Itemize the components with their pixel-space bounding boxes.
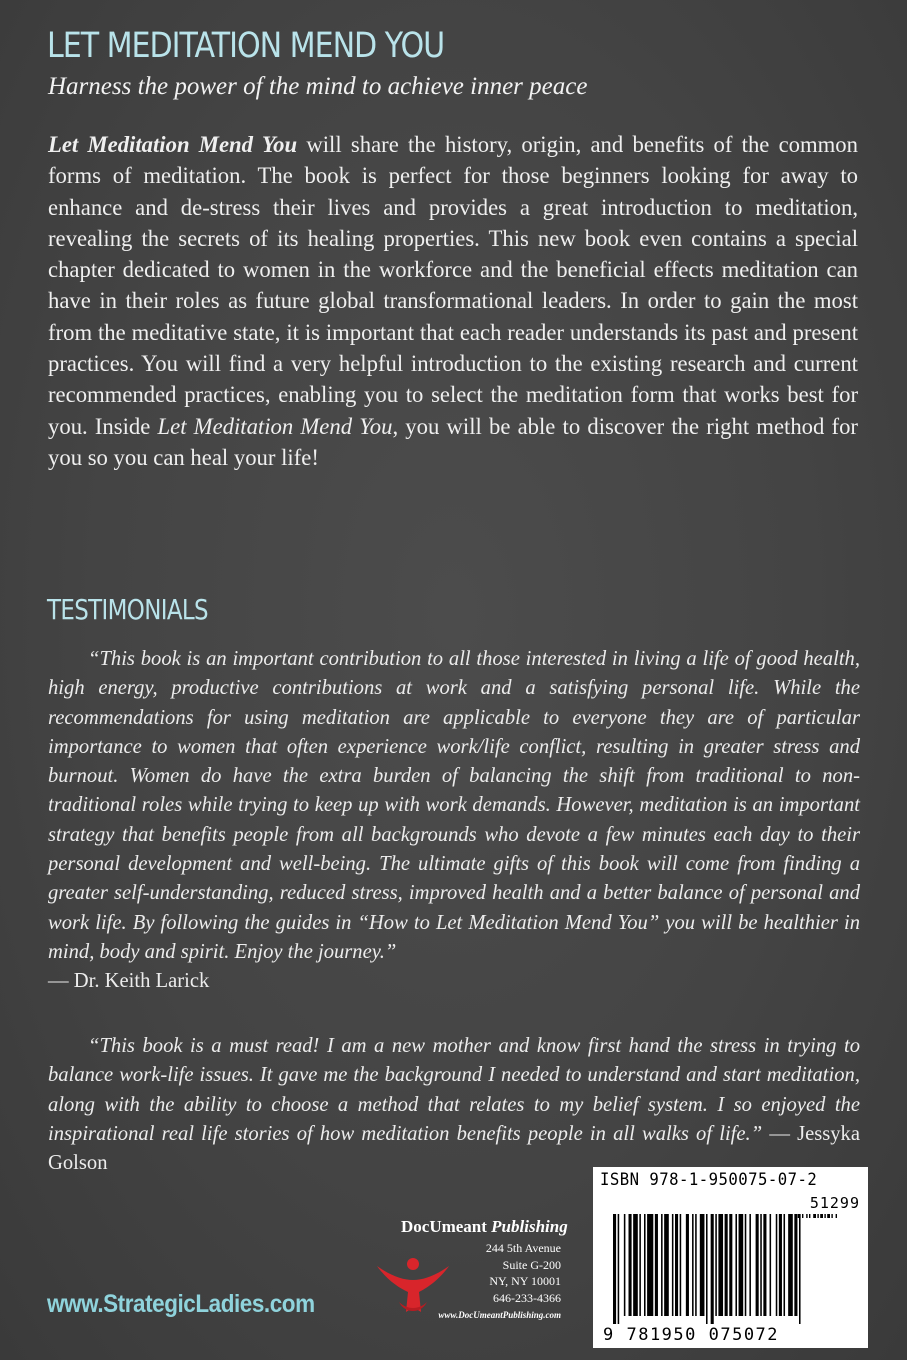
barcode-bar (711, 1214, 714, 1324)
price-code: 51299 (809, 1194, 860, 1212)
barcode-bar (779, 1214, 782, 1316)
barcode-bar (763, 1214, 766, 1316)
barcode-addon-bar (795, 1214, 796, 1218)
barcode-bar (799, 1214, 801, 1324)
testimonial-2 (48, 1032, 860, 1178)
website-link[interactable]: www.StrategicLadies.com (47, 1290, 315, 1318)
barcode-addon-bar (817, 1214, 818, 1218)
barcode-bar (686, 1214, 689, 1316)
barcode-bar (760, 1214, 762, 1316)
book-title: LET MEDITATION MEND YOU (47, 26, 445, 66)
barcode-addon-bar (809, 1214, 810, 1218)
publisher-logo-icon (369, 1236, 469, 1318)
testimonial-2-author: — Jessyka Golson (48, 1122, 860, 1175)
barcode-bar (745, 1214, 747, 1316)
book-description (48, 129, 858, 473)
barcode-bar (749, 1214, 751, 1316)
publisher-address-line: 244 5th Avenue (485, 1241, 561, 1255)
isbn-barcode (593, 1167, 868, 1348)
barcode-bar (664, 1214, 669, 1316)
publisher-name-italic: Publishing (491, 1217, 568, 1236)
isbn-label: ISBN 978-1-950075-07-2 (600, 1170, 818, 1190)
barcode-bar (672, 1214, 674, 1316)
publisher-address (463, 1240, 561, 1306)
testimonial-1-author: — Dr. Keith Larick (48, 970, 210, 992)
barcode-bar (680, 1214, 682, 1316)
description-lead-title: Let Meditation Mend You (48, 132, 298, 157)
barcode-bar (655, 1214, 658, 1316)
ean-digits: 9 781950 075072 (603, 1325, 780, 1344)
testimonial-1 (48, 645, 860, 967)
barcode-bar (700, 1214, 705, 1316)
publisher-block (365, 1214, 575, 1334)
barcode-bar (633, 1214, 638, 1316)
publisher-url[interactable]: www.DocUmeantPublishing.com (438, 1310, 561, 1320)
testimonial-2-quote: “This book is a must read! I am a new mother and know first hand the stress in trying to balance work-life issues. It gave me the background I needed to understand and start meditation, along with the ability to choose a method that relates to my belief system. I so enjoyed the inspirational real life stories of how meditation benefits people in all walks of life.” (48, 1035, 860, 1145)
barcode-addon-bar (813, 1214, 816, 1218)
barcode-bar (613, 1214, 616, 1324)
barcode-addon-bar (802, 1214, 803, 1218)
publisher-name-regular: DocUmeant (401, 1217, 492, 1236)
publisher-address-line: Suite G-200 (502, 1257, 561, 1272)
barcode-addon-bar (798, 1214, 801, 1218)
barcode-bar (661, 1214, 663, 1316)
barcode-bar (692, 1214, 694, 1316)
barcode-bar (629, 1214, 632, 1316)
publisher-name (401, 1217, 568, 1237)
description-body-part2: , you will be able to discover the right method for you so you can heal your life! (48, 413, 858, 470)
barcode-bar (784, 1214, 786, 1316)
barcode-bar (735, 1214, 737, 1316)
barcode-bar (675, 1214, 678, 1316)
barcode-addon-bar (836, 1214, 837, 1218)
barcode-graphic (599, 1194, 862, 1344)
barcode-bar (725, 1214, 728, 1316)
barcode-addon-bar (827, 1214, 830, 1218)
description-body-part1: will share the history, origin, and benefits of the common forms of meditation. The book is perfect for those beginners looking for away to enhance and de-stress their lives and provides a great introduction to meditation, revealing the secrets of its healing properties. This new book even contains a special chapter dedicated to women in the workforce and the beneficial effects meditation can have in their roles as future global transformational leaders. In order to gain the most from the meditative state, it is important that each reader understands its past and present practices. You will find a very helpful introduction to the existing research and current recommended practices, enabling you to select the meditation form that works best for you. Inside (48, 132, 858, 439)
barcode-addon-bar (831, 1214, 832, 1218)
book-subtitle: Harness the power of the mind to achieve inner peace (48, 73, 588, 100)
barcode-bar (639, 1214, 641, 1316)
publisher-address-line: NY, NY 10001 (489, 1274, 561, 1288)
barcode-bar (776, 1214, 778, 1316)
barcode-bar (770, 1214, 772, 1316)
barcode-addon-bar (806, 1214, 807, 1218)
barcode-bar (718, 1214, 723, 1316)
barcode-addon-bar (820, 1214, 823, 1218)
barcode-bar (706, 1214, 708, 1324)
barcode-bar (794, 1214, 797, 1316)
testimonial-1-quote: “This book is an important contribution to all those interested in living a life of good health, high energy, productive contributions at work and a satisfying personal life. While the recommendations for using meditation are applicable to everyone they are of particular importance to women that often experience work/life conflict, resulting in greater stress and burnout. Women do have the extra burden of balancing the shift from traditional to non-traditional roles while trying to keep up with work demands. However, meditation is an important strategy that benefits people from all backgrounds who devote a few minutes each day to their personal development and well-being. The ultimate gifts of this book will come from finding a greater self-understanding, reduced stress, improved health and a better balance of personal and work life. By following the guides in “How to Let Meditation Mend You” you will be healthier in mind, body and spirit. Enjoy the journey.” (48, 648, 860, 963)
barcode-bar (729, 1214, 732, 1316)
barcode-bar (788, 1214, 793, 1316)
barcode-bar (695, 1214, 697, 1316)
barcode-bar (756, 1214, 759, 1316)
testimonials-heading: TESTIMONIALS (47, 593, 208, 626)
barcode-bar (618, 1214, 620, 1324)
publisher-phone: 646-233-4366 (493, 1290, 561, 1305)
description-inline-title: Let Meditation Mend You (157, 413, 393, 439)
barcode-bar (715, 1214, 717, 1316)
barcode-bar (739, 1214, 744, 1316)
barcode-bar (624, 1214, 626, 1316)
barcode-bar (647, 1214, 653, 1316)
barcode-addon-bar (824, 1214, 825, 1218)
barcode-bar (644, 1214, 646, 1316)
